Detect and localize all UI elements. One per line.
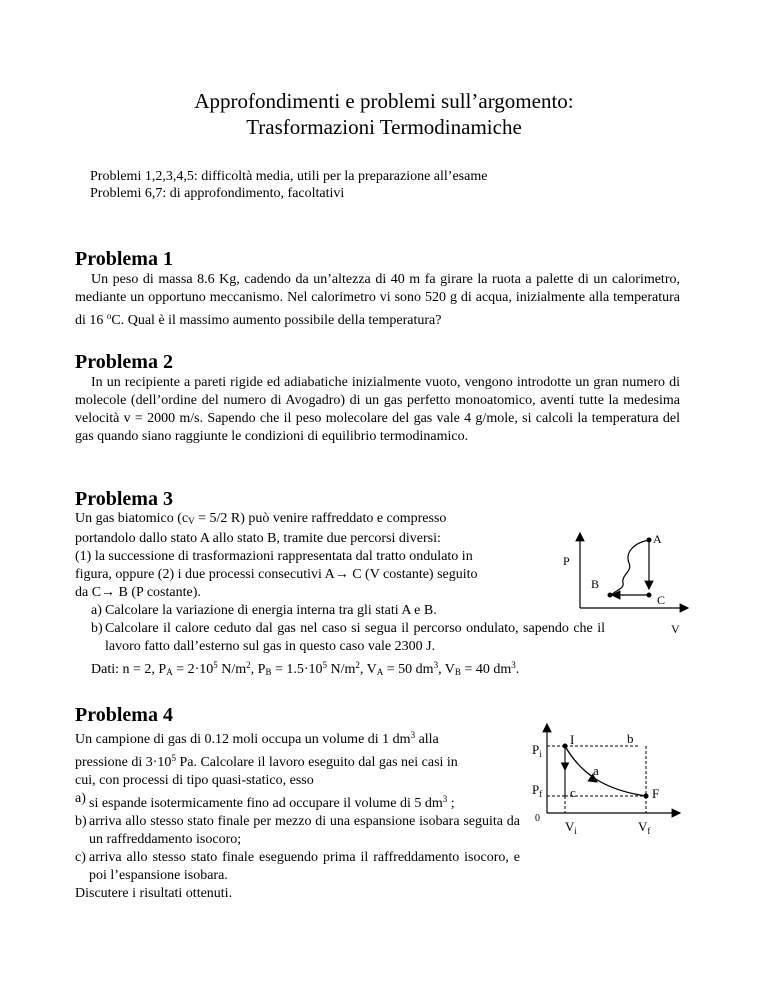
v-axis-label: V bbox=[671, 622, 680, 636]
degree-sign: o bbox=[106, 311, 112, 321]
p4-item-a-marker: a) bbox=[75, 791, 86, 806]
title-line-2: Trasformazioni Termodinamiche bbox=[246, 115, 522, 139]
pi-label-sub: i bbox=[539, 749, 542, 759]
vf-label-sub: f bbox=[647, 826, 651, 836]
d3: = 2·10 bbox=[172, 662, 214, 677]
problem-2-text-a: In un recipiente a pareti rigide ed adiabatiche inizialmente vuoto, vengono introdotte un gran numero di molecole (dell’ordine del numero di Avogadro) di un gas perfetto monoatomico, aventi tutte la medesima velocità bbox=[75, 375, 680, 426]
problem-1-text bbox=[75, 271, 680, 330]
vi-label-main: V bbox=[565, 819, 575, 834]
problem-4-item-c bbox=[75, 849, 520, 885]
p4-l1e: 3 bbox=[410, 730, 416, 740]
problem-4-text bbox=[75, 726, 520, 903]
d12: 2 bbox=[355, 660, 360, 670]
intro-line-1: Problemi 1,2,3,4,5: difficoltà media, utili per la preparazione all’esame bbox=[90, 169, 488, 184]
d18: B bbox=[454, 667, 461, 677]
problem-3-line-4: figura, oppure (2) i due processi consecutivi A→ C (V costante) seguito bbox=[75, 567, 478, 582]
problem-1-heading: Problema 1 bbox=[75, 248, 173, 270]
p4-item-c-text: arriva allo stesso stato finale eseguendo prima il raffreddamento isocoro, e poi l’espansione isobara. bbox=[89, 850, 520, 883]
p3-item-a-text: Calcolare la variazione di energia interna tra gli stati A e B. bbox=[105, 603, 437, 618]
d5: N/m bbox=[217, 662, 247, 677]
problem-3-line-2: portandolo dallo stato A allo stato B, tramite due percorsi diversi: bbox=[75, 531, 441, 546]
p3-l1-sub: V bbox=[188, 516, 195, 526]
p3-item-b-text: Calcolare il calore ceduto dal gas nel caso si segua il percorso ondulato, sapendo che il lavoro fatto dall’esterno sul gas in questo caso vale 2300 J. bbox=[105, 621, 605, 654]
wavy-path bbox=[611, 540, 649, 596]
problem-3-line-5: da C→ B (P costante). bbox=[75, 585, 201, 600]
problem-4-pv-diagram bbox=[525, 718, 685, 838]
p-axis-label: P bbox=[563, 554, 570, 568]
problem-2-heading: Problema 2 bbox=[75, 351, 173, 373]
d19: = 40 dm bbox=[460, 662, 512, 677]
problem-3-pv-diagram bbox=[555, 525, 705, 650]
d9: = 1.5·10 bbox=[271, 662, 323, 677]
pi-label bbox=[532, 742, 542, 759]
problem-3-item-a bbox=[91, 602, 580, 620]
p4-item-b-text: arriva allo stesso stato finale per mezzo di una espansione isobara seguita da un raffreddamento isocoro; bbox=[89, 814, 520, 847]
d17: , V bbox=[438, 662, 455, 677]
page-title bbox=[0, 88, 768, 140]
pf-label-main: P bbox=[532, 782, 540, 797]
p3-l1b: = 5/2 R) può venire raffreddato e compresso bbox=[194, 511, 447, 526]
d6: 2 bbox=[246, 660, 251, 670]
title-line-1: Approfondimenti e problemi sull’argomento: bbox=[194, 89, 574, 113]
problem-4-line-3: cui, con processi di tipo quasi-statico, esso bbox=[75, 773, 314, 788]
label-f: F bbox=[652, 786, 660, 801]
label-c: c bbox=[570, 785, 576, 800]
d10: 5 bbox=[322, 660, 328, 670]
d7: , P bbox=[250, 662, 266, 677]
d8: B bbox=[265, 667, 272, 677]
problem-4-line-1 bbox=[75, 726, 520, 749]
d20: 3 bbox=[511, 660, 516, 670]
p4-item-c-marker: c) bbox=[75, 850, 86, 865]
vi-label bbox=[565, 819, 577, 836]
vf-label-main: V bbox=[638, 819, 648, 834]
p3-item-a-marker: a) bbox=[91, 603, 102, 618]
point-b bbox=[608, 593, 613, 598]
p4-l1a: Un campione di gas di 0.12 moli occupa un volume di 1 dm bbox=[75, 732, 411, 747]
d13: , V bbox=[359, 662, 377, 677]
d2: A bbox=[166, 667, 173, 677]
p4-item-a-text: si espande isotermicamente fino ad occupare il volume di 5 dm bbox=[89, 796, 443, 811]
label-b: b bbox=[627, 731, 634, 746]
problem-3-line-3: (1) la successione di trasformazioni rappresentata dal tratto ondulato in bbox=[75, 549, 473, 564]
intro-line-2: Problemi 6,7: di approfondimento, facoltativi bbox=[90, 186, 345, 201]
label-a: A bbox=[653, 532, 662, 546]
problem-2-text bbox=[75, 374, 680, 446]
d11: N/m bbox=[327, 662, 356, 677]
problem-4-line-2 bbox=[75, 749, 520, 772]
problem-1-text-b: C. Qual è il massimo aumento possibile della temperatura? bbox=[111, 313, 442, 328]
point-a bbox=[647, 538, 652, 543]
pf-label bbox=[532, 782, 542, 799]
point-f bbox=[644, 794, 649, 799]
vi-label-sub: i bbox=[574, 826, 577, 836]
p4-item-b-marker: b) bbox=[75, 814, 87, 829]
d21: . bbox=[515, 662, 520, 677]
label-i: I bbox=[570, 732, 575, 747]
isotherm-curve bbox=[565, 746, 646, 796]
problem-3-item-b bbox=[91, 620, 605, 656]
d15: = 50 dm bbox=[383, 662, 434, 677]
p3-item-b-marker: b) bbox=[91, 621, 103, 636]
p4-item-a-sup: 3 bbox=[442, 794, 448, 804]
p4-l1b: alla bbox=[415, 732, 439, 747]
problem-4-item-b bbox=[75, 813, 520, 849]
problem-1-text-a: Un peso di massa 8.6 Kg, cadendo da un’altezza di 40 m fa girare la ruota a palette di un calorimetro, mediante un opportuno meccanismo. Nel calorimetro vi sono 520 g di acqua, inizialmente alla temperatura di 16 bbox=[75, 272, 680, 328]
label-a: a bbox=[593, 763, 599, 778]
problem-4-item-a bbox=[75, 790, 520, 813]
d16: 3 bbox=[433, 660, 439, 670]
problem-2-speed: v = 2000 bbox=[123, 411, 176, 426]
d1: Dati: n = 2, P bbox=[91, 662, 167, 677]
p4-l2b: Pa. Calcolare il lavoro eseguito dal gas nei casi in bbox=[175, 755, 458, 770]
problem-4-closing: Discutere i risultati ottenuti. bbox=[75, 886, 233, 901]
origin-label: 0 bbox=[535, 813, 540, 824]
vf-label bbox=[638, 819, 650, 836]
p4-l2e: 5 bbox=[171, 753, 176, 763]
problem-4-heading: Problema 4 bbox=[75, 704, 173, 726]
pi-label-main: P bbox=[532, 742, 540, 757]
pf-label-sub: f bbox=[539, 789, 543, 799]
point-c bbox=[647, 593, 652, 598]
intro bbox=[90, 168, 487, 202]
d14: A bbox=[376, 667, 384, 677]
d4: 5 bbox=[213, 660, 218, 670]
point-i bbox=[563, 744, 568, 749]
problem-3-data bbox=[91, 656, 680, 681]
p4-l2a: pressione di 3·10 bbox=[75, 755, 172, 770]
p3-l1a: Un gas biatomico (c bbox=[75, 511, 189, 526]
label-c: C bbox=[657, 593, 666, 607]
label-b: B bbox=[591, 577, 600, 591]
problem-3-heading: Problema 3 bbox=[75, 488, 173, 510]
p4-item-a-end: ; bbox=[447, 796, 455, 811]
problem-2-text-b: m/s. Sapendo che il peso molecolare del gas vale 4 g/mole, si calcoli la temperatura del gas quando siano raggiunte le condizioni di equilibrio termodinamico. bbox=[75, 411, 681, 444]
